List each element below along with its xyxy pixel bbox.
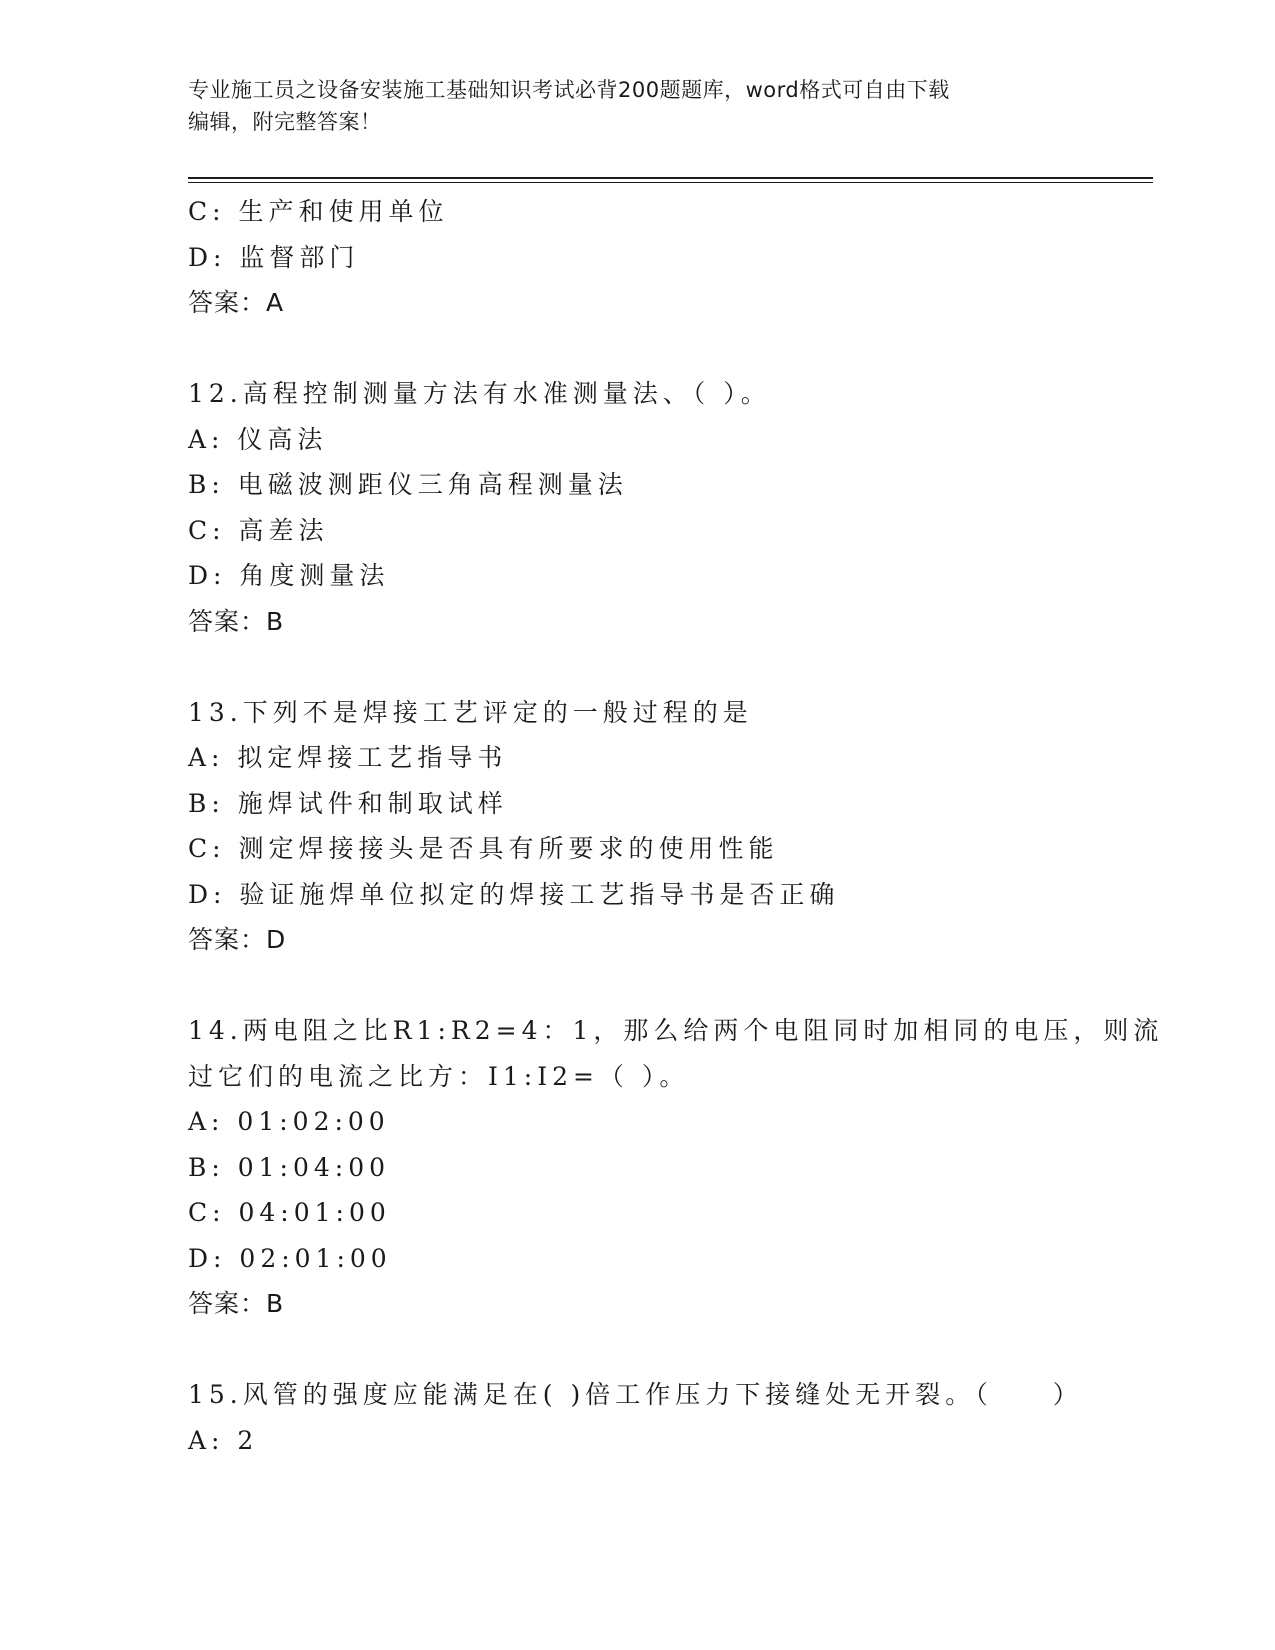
question-stem-line-1: 14.两电阻之比R1:R2=4：1，那么给两个电阻同时加相同的电压，则流 (188, 1016, 1164, 1045)
spacer (188, 1327, 1148, 1373)
option-d: D: 监督部门 (188, 242, 360, 272)
document-header (188, 74, 1088, 138)
option-d: D: 02:01:00 (188, 1243, 392, 1273)
option-a: A: 拟定焊接工艺指导书 (188, 743, 508, 772)
header-divider-thick (188, 177, 1153, 179)
question-11-continued (188, 189, 1148, 326)
answer: 答案：B (188, 606, 285, 636)
option-d: D: 角度测量法 (188, 561, 390, 590)
question-stem: 15.风管的强度应能满足在( )倍工作压力下接缝处无开裂。（ ） (188, 1380, 1083, 1409)
spacer (188, 963, 1148, 1009)
answer: 答案：B (188, 1289, 285, 1318)
header-line-1: 专业施工员之设备安装施工基础知识考试必背200题题库，word格式可自由下载 (188, 78, 950, 102)
question-14 (188, 1008, 1164, 1327)
question-stem-line-2: 过它们的电流之比方：I1:I2=（ ）。 (188, 1061, 690, 1091)
option-a: A: 仪高法 (188, 424, 328, 454)
question-12 (188, 371, 1148, 644)
spacer (188, 326, 1148, 372)
option-b: B: 电磁波测距仪三角高程测量法 (188, 470, 628, 499)
option-a: A: 2 (188, 1425, 259, 1455)
option-d: D: 验证施焊单位拟定的焊接工艺指导书是否正确 (188, 879, 840, 909)
question-stem: 12.高程控制测量方法有水准测量法、（ ）。 (188, 379, 771, 408)
header-line-2: 编辑，附完整答案！ (188, 110, 382, 134)
option-c: C: 04:01:00 (188, 1198, 391, 1227)
option-c: C: 高差法 (188, 515, 329, 545)
question-stem: 13.下列不是焊接工艺评定的一般过程的是 (188, 697, 753, 727)
option-b: B: 01:04:00 (188, 1152, 391, 1182)
question-list (188, 189, 1164, 1463)
option-c: C: 测定焊接接头是否具有所要求的使用性能 (188, 834, 779, 863)
header-divider-thin (188, 182, 1153, 183)
spacer (188, 644, 1148, 690)
question-15 (188, 1372, 1148, 1463)
option-b: B: 施焊试件和制取试样 (188, 788, 508, 818)
answer: 答案：D (188, 925, 287, 954)
option-a: A: 01:02:00 (188, 1107, 390, 1136)
question-13 (188, 690, 1148, 963)
answer: 答案：A (188, 288, 285, 317)
option-c: C: 生产和使用单位 (188, 197, 449, 226)
